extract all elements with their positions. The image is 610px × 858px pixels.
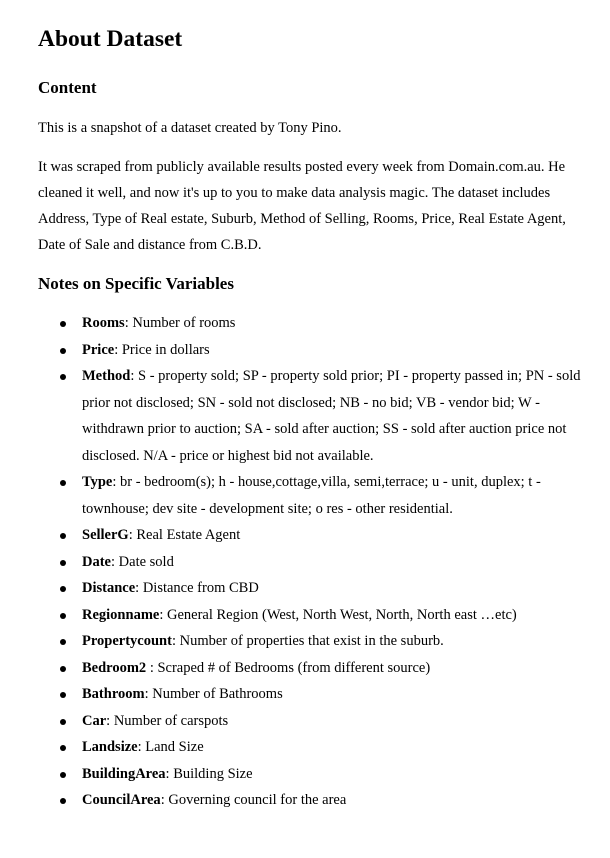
variable-term: Bedroom2 <box>82 659 147 676</box>
bullet-icon <box>60 480 66 486</box>
notes-heading: Notes on Specific Variables <box>38 274 234 293</box>
variable-description: General Region (West, North West, North, North east …etc) <box>167 606 517 623</box>
variable-separator: : <box>114 341 122 358</box>
variable-separator: : <box>106 712 114 729</box>
variable-separator: : <box>111 553 119 570</box>
variable-term: Landsize <box>82 739 138 755</box>
intro-paragraph: This is a snapshot of a dataset created by Tony Pino. <box>38 120 342 136</box>
bullet-icon <box>60 639 66 645</box>
bullet-icon <box>60 374 66 380</box>
list-item <box>38 575 596 602</box>
list-item <box>38 761 596 788</box>
bullet-icon <box>60 772 66 778</box>
list-item <box>38 681 596 708</box>
variable-separator: : <box>159 606 167 623</box>
list-item <box>38 522 596 549</box>
variable-description: S - property sold; SP - property sold prior; PI - property passed in; PN - sold prior not disclosed; SN - sold not disclosed; NB - no bid; VB - vendor bid; W - withdrawn prior to auction; SA - sold after auction; SS - sold after auction price not disclosed. N/A - price or highest bid not available. <box>82 368 581 464</box>
variable-term: SellerG <box>82 527 129 543</box>
variable-separator: : <box>130 368 138 384</box>
variable-description: Number of rooms <box>132 315 236 331</box>
variable-term: BuildingArea <box>82 765 166 782</box>
variable-description: Number of carspots <box>113 712 229 729</box>
variable-separator: : <box>146 659 158 676</box>
variable-term: Bathroom <box>82 686 145 702</box>
variable-description: Number of Bathrooms <box>152 686 283 702</box>
page-title: About Dataset <box>38 26 183 52</box>
bullet-icon <box>60 666 66 672</box>
variable-term: CouncilArea <box>82 792 161 808</box>
variable-separator: : <box>165 765 174 782</box>
list-item <box>38 363 596 469</box>
variable-separator: : <box>137 739 146 755</box>
variable-term: Price <box>82 341 115 358</box>
list-item <box>38 708 596 735</box>
variable-description: Scraped # of Bedrooms (from different source) <box>157 659 431 676</box>
bullet-icon <box>60 719 66 725</box>
variable-description: Land Size <box>145 739 204 755</box>
variable-term: Regionname <box>82 606 160 623</box>
list-item <box>38 549 596 576</box>
variable-separator: : <box>144 686 153 702</box>
variables-list <box>38 310 596 814</box>
list-item <box>38 310 596 337</box>
variable-separator: : <box>124 315 133 331</box>
variable-description: Real Estate Agent <box>136 527 241 543</box>
variable-term: Method <box>82 368 131 384</box>
variable-description: br - bedroom(s); h - house,cottage,villa, semi,terrace; u - unit, duplex; t - townhouse; dev site - development site; o res - other residential. <box>82 474 541 517</box>
bullet-icon <box>60 586 66 592</box>
description-paragraph: It was scraped from publicly available results posted every week from Domain.com.au. He cleaned it well, and now it's up to you to make data analysis magic. The dataset includes Address, Type of Real estate, Suburb, Method of Selling, Rooms, Price, Real Estate Agent, Date of Sale and distance from C.B.D. <box>38 159 566 253</box>
variable-separator: : <box>135 580 143 596</box>
variable-separator: : <box>171 633 180 649</box>
variable-term: Type <box>82 474 113 490</box>
variable-description: Governing council for the area <box>168 792 347 808</box>
variable-description: Price in dollars <box>121 341 210 358</box>
variable-term: Car <box>82 712 107 729</box>
variable-term: Rooms <box>82 315 125 331</box>
variable-description: Date sold <box>118 553 174 570</box>
bullet-icon <box>60 533 66 539</box>
bullet-icon <box>60 613 66 619</box>
list-item <box>38 787 596 814</box>
bullet-icon <box>60 348 66 354</box>
content-heading: Content <box>38 78 97 97</box>
list-item <box>38 734 596 761</box>
list-item <box>38 628 596 655</box>
variable-description: Number of properties that exist in the suburb. <box>179 633 444 649</box>
variable-term: Date <box>82 553 111 570</box>
list-item <box>38 602 596 629</box>
bullet-icon <box>60 798 66 804</box>
variable-separator: : <box>160 792 169 808</box>
variable-description: Building Size <box>173 765 253 782</box>
variable-term: Propertycount <box>82 633 172 649</box>
variable-separator: : <box>128 527 137 543</box>
bullet-icon <box>60 560 66 566</box>
list-item <box>38 469 596 522</box>
variable-separator: : <box>112 474 121 490</box>
bullet-icon <box>60 745 66 751</box>
list-item <box>38 337 596 364</box>
list-item <box>38 655 596 682</box>
variable-description: Distance from CBD <box>142 580 259 596</box>
bullet-icon <box>60 321 66 327</box>
variable-term: Distance <box>82 580 136 596</box>
bullet-icon <box>60 692 66 698</box>
